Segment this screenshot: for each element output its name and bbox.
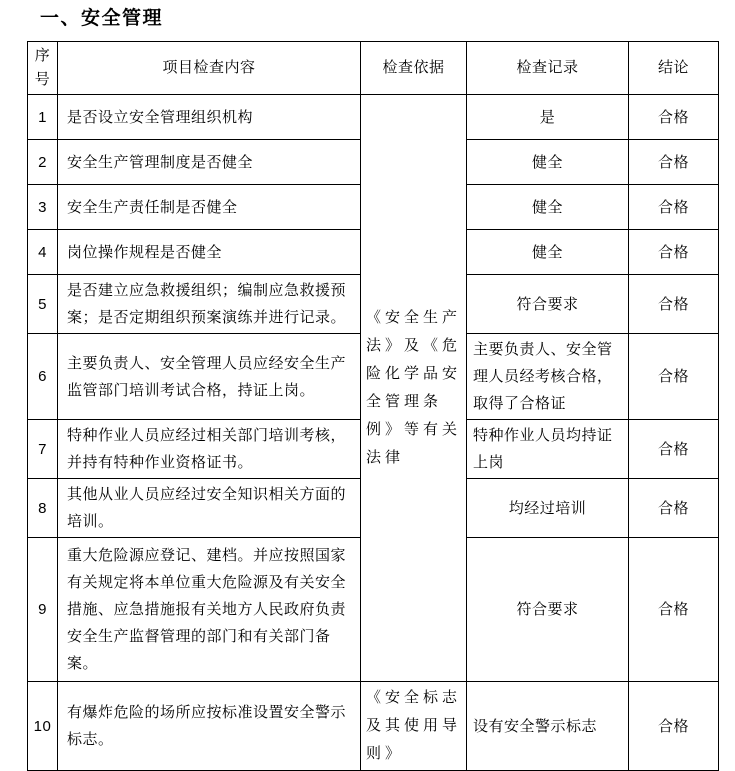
record-cell: 符合要求 xyxy=(467,538,629,682)
row-no: 5 xyxy=(28,275,58,334)
conclusion-cell: 合格 xyxy=(629,538,719,682)
row-content: 岗位操作规程是否健全 xyxy=(58,230,361,275)
row-content: 有爆炸危险的场所应按标准设置安全警示标志。 xyxy=(58,682,361,771)
basis-cell: 《安全标志及其使用导则》 xyxy=(361,682,467,771)
record-cell: 特种作业人员均持证上岗 xyxy=(467,420,629,479)
row-content: 是否建立应急救援组织；编制应急救援预案；是否定期组织预案演练并进行记录。 xyxy=(58,275,361,334)
col-header-record: 检查记录 xyxy=(467,42,629,95)
record-cell: 符合要求 xyxy=(467,275,629,334)
record-cell: 是 xyxy=(467,95,629,140)
conclusion-cell: 合格 xyxy=(629,275,719,334)
row-no: 3 xyxy=(28,185,58,230)
record-cell: 主要负责人、安全管理人员经考核合格，取得了合格证 xyxy=(467,334,629,420)
conclusion-cell: 合格 xyxy=(629,185,719,230)
conclusion-cell: 合格 xyxy=(629,479,719,538)
row-no: 9 xyxy=(28,538,58,682)
row-content: 安全生产管理制度是否健全 xyxy=(58,140,361,185)
conclusion-cell: 合格 xyxy=(629,95,719,140)
record-cell: 均经过培训 xyxy=(467,479,629,538)
row-no: 6 xyxy=(28,334,58,420)
col-header-conclusion: 结论 xyxy=(629,42,719,95)
row-no: 1 xyxy=(28,95,58,140)
table-row xyxy=(28,95,719,140)
col-header-content: 项目检查内容 xyxy=(58,42,361,95)
row-content: 重大危险源应登记、建档。并应按照国家有关规定将本单位重大危险源及有关安全措施、应急措施报有关地方人民政府负责安全生产监督管理的部门和有关部门备案。 xyxy=(58,538,361,682)
conclusion-cell: 合格 xyxy=(629,420,719,479)
conclusion-cell: 合格 xyxy=(629,230,719,275)
record-cell: 健全 xyxy=(467,140,629,185)
row-no: 10 xyxy=(28,682,58,771)
conclusion-cell: 合格 xyxy=(629,140,719,185)
conclusion-cell: 合格 xyxy=(629,334,719,420)
row-content: 特种作业人员应经过相关部门培训考核，并持有特种作业资格证书。 xyxy=(58,420,361,479)
header-row xyxy=(28,42,719,95)
row-no: 2 xyxy=(28,140,58,185)
table-row xyxy=(28,682,719,771)
safety-inspection-table xyxy=(27,41,719,771)
row-content: 是否设立安全管理组织机构 xyxy=(58,95,361,140)
row-content: 主要负责人、安全管理人员应经安全生产监管部门培训考试合格，持证上岗。 xyxy=(58,334,361,420)
record-cell: 健全 xyxy=(467,230,629,275)
row-no: 7 xyxy=(28,420,58,479)
row-no: 4 xyxy=(28,230,58,275)
basis-cell-shared: 《安全生产法》及《危险化学品安全管理条例》等有关法律 xyxy=(361,95,467,682)
col-header-no: 序号 xyxy=(28,42,58,95)
col-header-basis: 检查依据 xyxy=(361,42,467,95)
record-cell: 健全 xyxy=(467,185,629,230)
row-content: 安全生产责任制是否健全 xyxy=(58,185,361,230)
conclusion-cell: 合格 xyxy=(629,682,719,771)
row-content: 其他从业人员应经过安全知识相关方面的培训。 xyxy=(58,479,361,538)
row-no: 8 xyxy=(28,479,58,538)
page-title: 一、安全管理 xyxy=(40,8,164,29)
record-cell: 设有安全警示标志 xyxy=(467,682,629,771)
